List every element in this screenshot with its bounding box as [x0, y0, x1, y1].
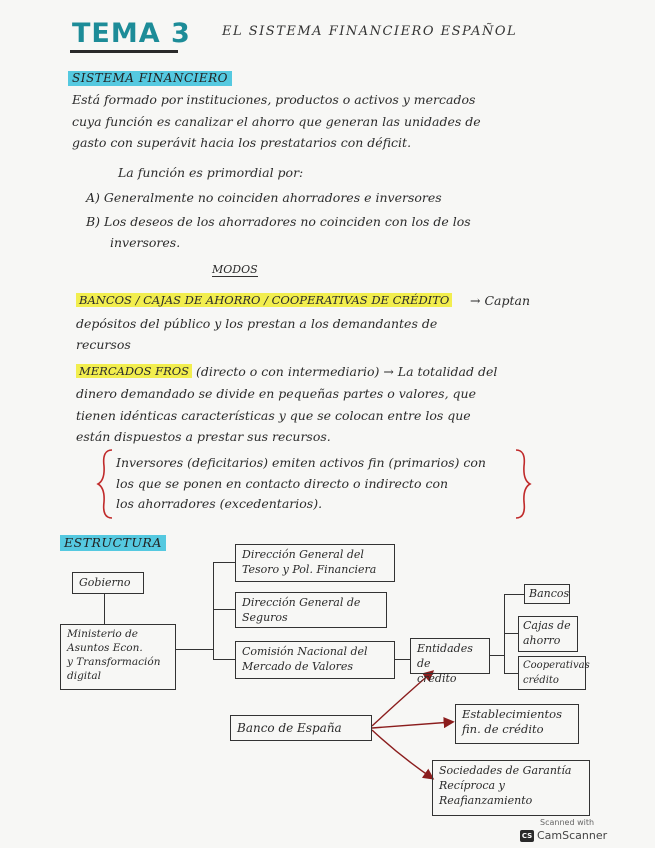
- title-underline: [70, 50, 178, 53]
- definition-line-1: Está formado por instituciones, productos o activos y mercados: [72, 92, 476, 107]
- box-establecimientos: Establecimientos fin. de crédito: [455, 704, 579, 744]
- connector-to-cnmv: [213, 659, 235, 660]
- box-cnmv: Comisión Nacional del Mercado de Valores: [235, 641, 395, 679]
- brace-line-2: los que se ponen en contacto directo o indirecto con: [116, 476, 449, 491]
- box-cooperativas: Cooperativas crédito: [518, 656, 586, 690]
- bancos-text-1: → Captan: [470, 293, 530, 308]
- item-b-line-2: inversores.: [110, 235, 181, 250]
- mercados-label: MERCADOS FROS: [76, 364, 192, 378]
- connector-ministerio-bus: [176, 649, 214, 650]
- brace-line-1: Inversores (deficitarios) emiten activos fin (primarios) con: [116, 455, 486, 470]
- box-bancos: Bancos: [524, 584, 570, 604]
- definition-line-2: cuya función es canalizar el ahorro que generan las unidades de: [72, 114, 481, 129]
- connector-vertical-bus: [213, 562, 214, 660]
- mercados-text-2: dinero demandado se divide en pequeñas partes o valores, que: [76, 386, 476, 401]
- camscanner-logo-icon: CS: [521, 831, 533, 840]
- definition-line-3: gasto con superávit hacia los prestatarios con déficit.: [72, 135, 412, 150]
- box-entidades-credito: Entidades de crédito: [410, 638, 490, 674]
- connector-to-tesoro: [213, 562, 235, 563]
- item-b-line-1: B) Los deseos de los ahorradores no coinciden con los de los: [86, 214, 471, 229]
- page-title: TEMA 3: [72, 18, 191, 49]
- box-cajas-ahorro: Cajas de ahorro: [518, 616, 578, 652]
- item-a: A) Generalmente no coinciden ahorradores e inversores: [86, 190, 442, 205]
- watermark-brand: CS CamScanner: [521, 829, 608, 842]
- box-ministerio: Ministerio de Asuntos Econ. y Transformación digital: [60, 624, 176, 690]
- mercados-text-4: están dispuestos a prestar sus recursos.: [76, 429, 331, 444]
- section-heading-estructura: ESTRUCTURA: [60, 532, 166, 551]
- box-direccion-tesoro: Dirección General del Tesoro y Pol. Financiera: [235, 544, 395, 582]
- watermark-scanned-text: Scanned with: [540, 818, 595, 827]
- box-gobierno: Gobierno: [72, 572, 144, 594]
- page-subtitle: EL SISTEMA FINANCIERO ESPAÑOL: [222, 24, 518, 39]
- box-direccion-seguros: Dirección General de Seguros: [235, 592, 387, 628]
- funcion-intro: La función es primordial por:: [118, 165, 304, 180]
- connector-to-cajas: [504, 633, 518, 634]
- brace-line-3: los ahorradores (excedentarios).: [116, 496, 323, 511]
- box-banco-espana: Banco de España: [230, 715, 372, 741]
- connector-to-bancos: [504, 594, 524, 595]
- connector-entidades-bus: [490, 655, 504, 656]
- box-sociedades-garantia: Sociedades de Garantía Recíproca y Reafianzamiento: [432, 760, 590, 816]
- modos-heading: MODOS: [212, 263, 258, 276]
- section-heading-sistema: SISTEMA FINANCIERO: [68, 67, 232, 86]
- mercados-text-3: tienen idénticas características y que se colocan entre los que: [76, 408, 471, 423]
- connector-gobierno-ministerio: [104, 593, 105, 625]
- connector-to-cooperativas: [504, 673, 518, 674]
- bancos-text-2: depósitos del público y los prestan a los demandantes de: [76, 316, 438, 331]
- mercados-text-1: (directo o con intermediario) → La totalidad del: [196, 364, 498, 379]
- connector-to-seguros: [213, 609, 235, 610]
- left-brace-icon: [96, 448, 116, 520]
- right-brace-icon: [512, 448, 532, 520]
- bancos-label: BANCOS / CAJAS DE AHORRO / COOPERATIVAS DE CRÉDITO: [76, 293, 452, 307]
- bancos-text-3: recursos: [76, 337, 131, 352]
